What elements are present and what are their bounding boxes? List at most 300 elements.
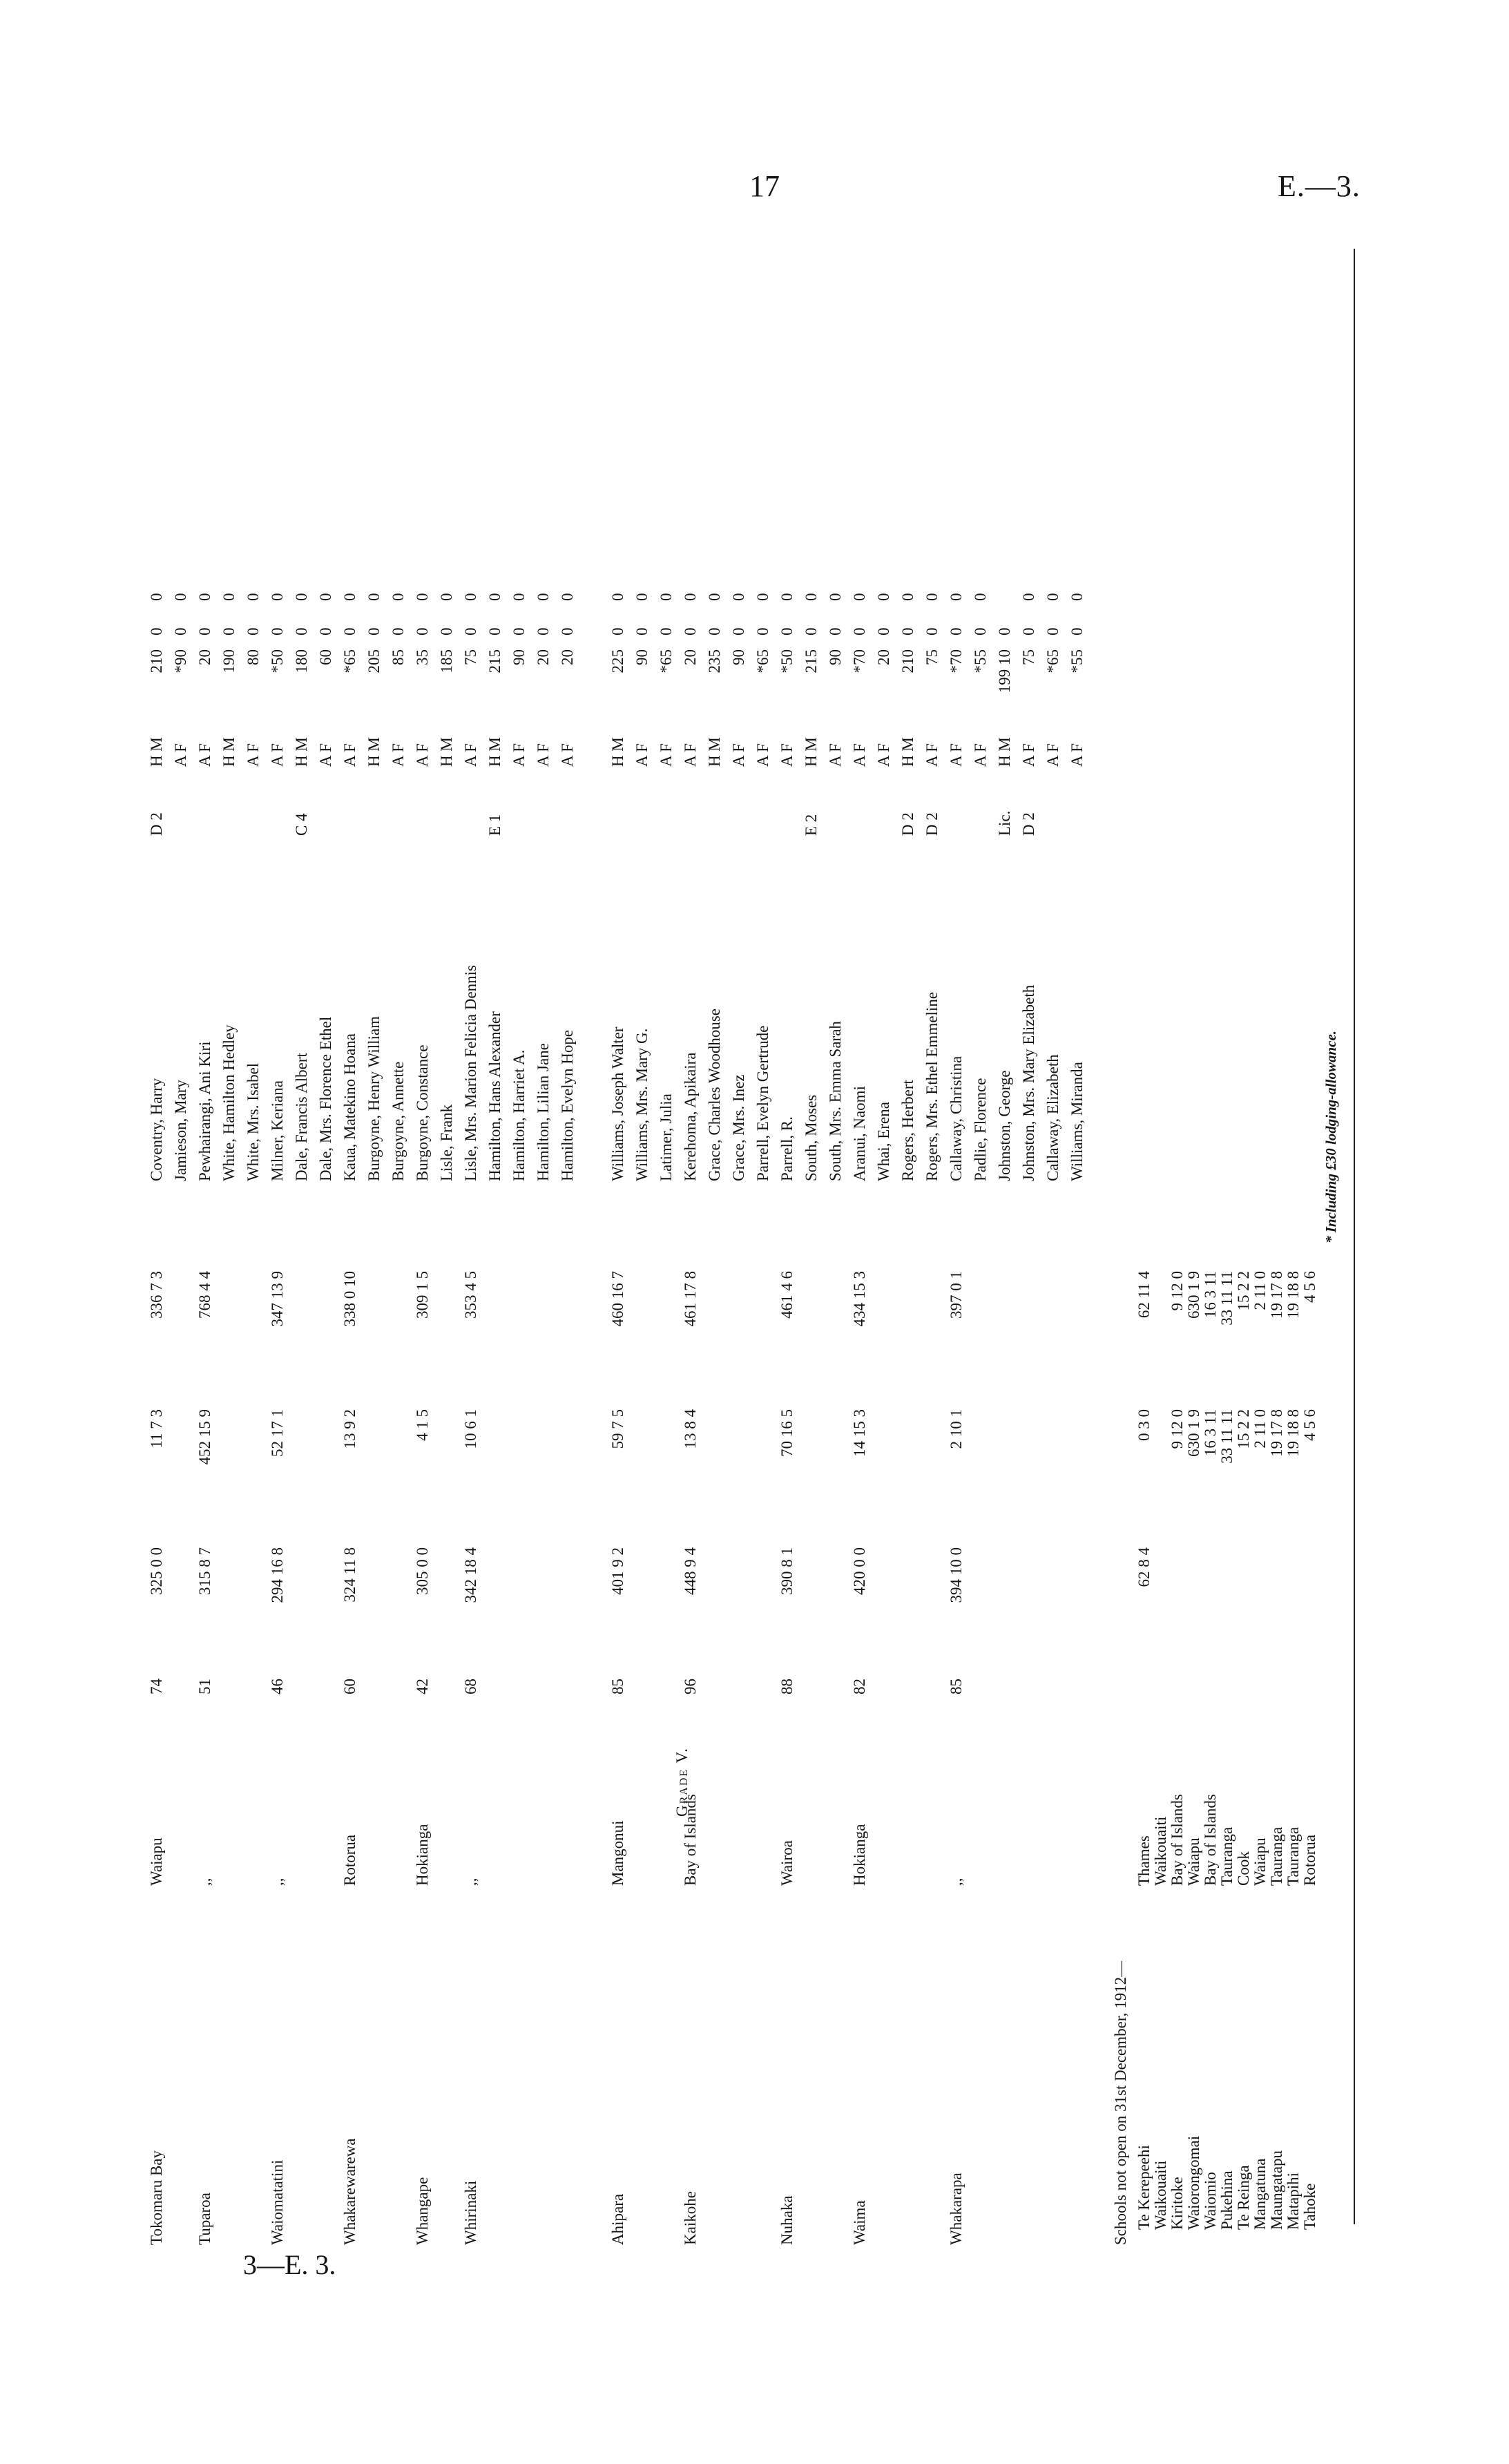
rate-shillings-cell: 0 [609,627,626,636]
position-cell: A F [172,743,189,767]
salaries-cell: 448 9 4 [682,1547,699,1595]
school-cell: Kaikohe [682,2191,699,2245]
closed-school-row [1202,242,1219,2245]
closed-school-row [1269,242,1285,2245]
teacher-name-cell: Milner, Keriana [269,1080,286,1181]
position-cell: H M [438,737,455,767]
teacher-name-cell: Johnston, George [996,1070,1013,1181]
school-cell: Matapihi [1285,2172,1302,2230]
rate-shillings-cell: 0 [559,627,576,636]
rate-pence-cell: 0 [148,593,165,601]
teacher-name-cell: Parrell, Evelyn Gertrude [754,1025,771,1181]
table-row [439,242,455,2245]
position-cell: H M [706,737,723,767]
county-cell: Bay of Islands [1169,1794,1186,1886]
rate-cell: 75 [923,649,941,665]
rate-pence-cell: 0 [706,593,723,601]
rate-pence-cell: 0 [972,593,989,601]
salaries-cell: 315 8 7 [196,1547,213,1595]
rate-shillings-cell: 0 [535,627,552,636]
table-row [779,242,796,2245]
rate-cell: *50 [778,649,796,674]
teacher-name-cell: Coventry, Harry [148,1078,165,1181]
teacher-name-cell: Grace, Mrs. Inez [730,1074,747,1181]
teacher-name-cell: Callaway, Elizabeth [1044,1054,1061,1181]
classification-cell: C 4 [293,813,310,836]
county-cell: Mangonui [609,1820,626,1886]
teacher-name-cell: Lisle, Frank [438,1104,455,1181]
total-cell: 461 4 6 [778,1271,796,1319]
incidentals-cell: 15 2 2 [1235,1409,1252,1449]
rate-shillings-cell: 0 [730,627,747,636]
rate-pence-cell: 0 [365,593,383,601]
rate-cell: *55 [972,649,989,674]
county-cell: Waiapu [1251,1837,1269,1886]
table-row [487,242,503,2245]
table-row [900,242,916,2245]
table-row [658,242,675,2245]
teacher-name-cell: Dale, Francis Albert [293,1053,310,1181]
attendance-cell: 85 [948,1679,965,1694]
rate-cell: 90 [730,649,747,665]
rate-shillings-cell: 0 [657,627,675,636]
position-cell: A F [633,743,651,767]
school-cell: Tahoke [1301,2183,1318,2230]
total-cell: 434 15 3 [851,1271,868,1327]
rate-shillings-cell: 0 [899,627,916,636]
incidentals-cell: 13 8 4 [682,1409,699,1449]
incidentals-cell: 59 7 5 [609,1409,626,1449]
school-cell: Mangatuna [1251,2158,1269,2230]
rate-pence-cell: 0 [730,593,747,601]
document-reference: E.—3. [1278,169,1361,203]
salaries-cell: 305 0 0 [414,1547,431,1595]
position-cell: A F [1020,743,1037,767]
classification-cell: E 2 [802,814,820,836]
closed-school-row [1219,242,1236,2245]
salaries-cell: 401 9 2 [609,1547,626,1595]
position-cell: A F [851,743,868,767]
rate-shillings-cell: 0 [172,627,189,636]
table-row [876,242,892,2245]
rate-pence-cell: 0 [341,593,358,601]
position-cell: A F [948,743,965,767]
county-cell: Waiapu [148,1837,165,1886]
classification-cell: D 2 [1020,812,1037,836]
position-cell: A F [510,743,528,767]
teacher-name-cell: Kerehoma, Apikaira [682,1052,699,1181]
school-cell: Maungatapu [1268,2150,1285,2230]
rate-pence-cell: 0 [1044,593,1061,601]
rate-pence-cell: 0 [778,593,796,601]
table-row [1069,242,1086,2245]
attendance-cell: 68 [462,1679,479,1694]
table-row [148,242,165,2245]
rate-pence-cell: 0 [535,593,552,601]
rate-shillings-cell: 0 [462,627,479,636]
rate-shillings-cell: 0 [486,627,503,636]
total-cell: 16 3 11 [1202,1271,1219,1319]
position-cell: A F [682,743,699,767]
position-cell: H M [899,737,916,767]
position-cell: H M [996,737,1013,767]
position-cell: A F [559,743,576,767]
closed-school-row [1186,242,1202,2245]
position-cell: A F [269,743,286,767]
table-row [390,242,407,2245]
teacher-name-cell: Padlie, Florence [972,1078,989,1181]
salaries-cell: 325 0 0 [148,1547,165,1595]
total-cell: 19 18 8 [1285,1271,1302,1319]
position-cell: A F [827,743,844,767]
position-cell: H M [148,737,165,767]
position-cell: H M [609,737,626,767]
county-cell: Hokianga [851,1824,868,1886]
rate-cell: 20 [875,649,892,665]
footer-reference: 3—E. 3. [243,2249,336,2280]
rate-shillings-cell: 0 [948,627,965,636]
rate-cell: 60 [317,649,334,665]
rate-pence-cell: 0 [196,593,213,601]
rate-pence-cell: 0 [633,593,651,601]
attendance-cell: 82 [851,1679,868,1694]
school-cell: Pukehina [1218,2170,1236,2230]
incidentals-cell: 11 7 3 [148,1409,165,1449]
position-cell: A F [730,743,747,767]
position-cell: A F [414,743,431,767]
incidentals-cell: 52 17 1 [269,1409,286,1457]
total-cell: 9 12 0 [1169,1271,1186,1311]
table-row [634,242,651,2245]
rate-pence-cell: 0 [414,593,431,601]
incidentals-cell: 33 11 11 [1218,1409,1236,1464]
rate-shillings-cell: 0 [851,627,868,636]
rate-cell: *65 [657,649,675,674]
teacher-name-cell: Burgoyne, Annette [390,1061,407,1181]
table-row [414,242,431,2245]
rate-shillings-cell: 0 [414,627,431,636]
rate-cell: 90 [827,649,844,665]
rate-shillings-cell: 0 [682,627,699,636]
school-cell: Waima [851,2200,868,2245]
closed-school-row [1169,242,1186,2245]
position-cell: A F [754,743,771,767]
rate-cell: 75 [1020,649,1037,665]
position-cell: A F [196,743,213,767]
incidentals-cell: 16 3 11 [1202,1409,1219,1457]
position-cell: A F [244,743,262,767]
classification-cell: Lic. [996,810,1013,836]
table-row [318,242,334,2245]
grade-heading: Grade V. [673,1747,691,1817]
rate-pence-cell: 0 [754,593,771,601]
county-cell: Tauranga [1285,1826,1302,1886]
table-row [511,242,528,2245]
county-cell: Waiapu [1185,1837,1202,1886]
rate-cell: *50 [269,649,286,674]
table-row [294,242,310,2245]
rate-cell: 205 [365,649,383,674]
rate-pence-cell: 0 [682,593,699,601]
rate-pence-cell: 0 [923,593,941,601]
salaries-cell: 390 8 1 [778,1547,796,1595]
attendance-cell: 74 [148,1679,165,1694]
school-cell: Waiomio [1202,2172,1219,2230]
position-cell: A F [390,743,407,767]
rate-shillings-cell: 0 [341,627,358,636]
school-cell: Kiritoke [1169,2177,1186,2230]
position-cell: A F [875,743,892,767]
table-row [173,242,189,2245]
rate-shillings-cell: 0 [996,627,1013,636]
rate-shillings-cell: 0 [244,627,262,636]
county-cell: Thames [1135,1835,1153,1886]
rate-cell: 210 [148,649,165,674]
county-cell: Waikouaiti [1152,1816,1169,1886]
teacher-name-cell: Burgoyne, Constance [414,1044,431,1181]
position-cell: H M [293,737,310,767]
rate-shillings-cell: 0 [148,627,165,636]
table-row [997,242,1013,2245]
table-row [197,242,213,2245]
teacher-name-cell: South, Mrs. Emma Sarah [827,1021,844,1181]
total-cell: 2 11 0 [1251,1271,1269,1310]
rate-shillings-cell: 0 [1068,627,1086,636]
position-cell: A F [317,743,334,767]
rate-pence-cell: 0 [875,593,892,601]
rate-cell: 20 [559,649,576,665]
teacher-name-cell: White, Mrs. Isabel [244,1062,262,1181]
table-row [731,242,747,2245]
total-cell: 4 5 6 [1301,1271,1318,1303]
position-cell: H M [220,737,238,767]
school-cell: Whakarapa [948,2172,965,2245]
table-row [221,242,238,2245]
rate-pence-cell: 0 [172,593,189,601]
rate-pence-cell: 0 [438,593,455,601]
county-cell: Hokianga [414,1824,431,1886]
position-cell: H M [486,737,503,767]
rate-pence-cell: 0 [269,593,286,601]
rate-cell: 80 [244,649,262,665]
attendance-cell: 42 [414,1679,431,1694]
classification-cell: E 1 [486,814,503,836]
table-row [463,242,479,2245]
table-row [1021,242,1037,2245]
county-cell: Cook [1235,1851,1252,1886]
county-cell: Tauranga [1268,1826,1285,1886]
rate-shillings-cell: 0 [1020,627,1037,636]
rate-shillings-cell: 0 [269,627,286,636]
incidentals-cell: 13 9 2 [341,1409,358,1449]
school-cell: Te Reinga [1235,2165,1252,2230]
rate-shillings-cell: 0 [875,627,892,636]
school-cell: Whangape [414,2177,431,2245]
rate-cell: 190 [220,649,238,674]
rate-cell: 215 [802,649,820,674]
rate-cell: *90 [172,649,189,674]
teacher-name-cell: Hamilton, Lilian Jane [535,1043,552,1181]
total-cell: 62 11 4 [1135,1271,1153,1319]
rate-cell: 90 [510,649,528,665]
table-row [803,242,820,2245]
rate-cell: 90 [633,649,651,665]
rate-shillings-cell: 0 [1044,627,1061,636]
rate-shillings-cell: 0 [972,627,989,636]
rate-pence-cell: 0 [293,593,310,601]
rate-pence-cell: 0 [1020,593,1037,601]
table-row [682,242,699,2245]
total-cell: 309 1 5 [414,1271,431,1319]
rate-shillings-cell: 0 [827,627,844,636]
rate-pence-cell: 0 [510,593,528,601]
teacher-name-cell: Rogers, Herbert [899,1080,916,1181]
rate-cell: 225 [609,649,626,674]
school-cell: Waiomatatini [269,2159,286,2245]
incidentals-cell: 9 12 0 [1169,1409,1186,1449]
teacher-name-cell: Aranui, Naomi [851,1086,868,1181]
table-row [245,242,262,2245]
school-cell: Whakarewarewa [341,2138,358,2245]
rate-shillings-cell: 0 [365,627,383,636]
teacher-name-cell: Pewhairangi, Ani Kiri [196,1041,213,1181]
rate-shillings-cell: 0 [220,627,238,636]
teacher-name-cell: Burgoyne, Henry William [365,1015,383,1181]
rate-pence-cell: 0 [657,593,675,601]
school-cell: Tokomaru Bay [148,2150,165,2245]
rate-cell: 35 [414,649,431,665]
county-cell: Rotorua [1301,1834,1318,1886]
rate-cell: 20 [196,649,213,665]
rate-pence-cell: 0 [244,593,262,601]
rate-cell: *65 [341,649,358,674]
incidentals-cell: 4 1 5 [414,1409,431,1441]
teacher-name-cell: Parrell, R. [778,1116,796,1181]
closed-school-row [1302,242,1318,2245]
rate-cell: *70 [851,649,868,674]
rate-shillings-cell: 0 [754,627,771,636]
county-cell: Tauranga [1218,1826,1236,1886]
salaries-cell: 294 16 8 [269,1547,286,1603]
position-cell: A F [1068,743,1086,767]
total-cell: 630 1 9 [1185,1271,1202,1319]
position-cell: A F [778,743,796,767]
incidentals-cell: 452 15 9 [196,1409,213,1465]
teacher-name-cell: Whai, Erena [875,1102,892,1181]
teacher-name-cell: Callaway, Christina [948,1056,965,1181]
total-cell: 460 16 7 [609,1271,626,1327]
incidentals-cell: 19 17 8 [1268,1409,1285,1457]
incidentals-cell: 630 1 9 [1185,1409,1202,1457]
rate-pence-cell: 0 [1068,593,1086,601]
rate-pence-cell: 0 [609,593,626,601]
rate-shillings-cell: 0 [706,627,723,636]
teacher-name-cell: Hamilton, Harriet A. [510,1049,528,1181]
county-cell: Rotorua [341,1834,358,1886]
footnote: * Including £30 lodging-allowance. [1323,1030,1339,1243]
rate-shillings-cell: 0 [390,627,407,636]
attendance-cell: 46 [269,1679,286,1694]
rotated-table [148,242,1364,2245]
table-row [707,242,723,2245]
rate-shillings-cell: 0 [633,627,651,636]
county-cell: ,, [269,1878,286,1886]
position-cell: A F [462,743,479,767]
rate-cell: 185 [438,649,455,674]
table-row [559,242,576,2245]
attendance-cell: 88 [778,1679,796,1694]
rate-pence-cell: 0 [851,593,868,601]
teacher-name-cell: Hamilton, Evelyn Hope [559,1029,576,1181]
rate-shillings-cell: 0 [510,627,528,636]
total-cell: 15 2 2 [1235,1271,1252,1311]
closed-school-row [1153,242,1169,2245]
position-cell: A F [341,743,358,767]
county-cell: ,, [948,1878,965,1886]
teacher-name-cell: Grace, Charles Woodhouse [706,1008,723,1181]
rate-cell: 20 [682,649,699,665]
attendance-cell: 60 [341,1679,358,1694]
incidentals-cell: 10 6 1 [462,1409,479,1449]
rate-shillings-cell: 0 [438,627,455,636]
rate-cell: 199 10 [996,649,1013,694]
position-cell: H M [802,737,820,767]
table-row [924,242,941,2245]
rate-pence-cell: 0 [948,593,965,601]
school-cell: Ahipara [609,2193,626,2245]
salaries-cell: 420 0 0 [851,1547,868,1595]
rate-shillings-cell: 0 [802,627,820,636]
page-number: 17 [749,169,780,203]
classification-cell: D 2 [148,812,165,836]
incidentals-cell: 0 3 0 [1135,1409,1153,1441]
table-row [535,242,552,2245]
rate-cell: *70 [948,649,965,674]
teacher-name-cell: Lisle, Mrs. Marion Felicia Dennis [462,964,479,1181]
table-row [1045,242,1061,2245]
teacher-name-cell: Johnston, Mrs. Mary Elizabeth [1020,984,1037,1181]
teacher-name-cell: Latimer, Julia [657,1093,675,1181]
position-cell: A F [657,743,675,767]
incidentals-cell: 14 15 3 [851,1409,868,1457]
table-row [948,242,965,2245]
rate-pence-cell: 0 [390,593,407,601]
closed-school-row [1285,242,1302,2245]
classification-cell: D 2 [923,812,941,836]
total-cell: 19 17 8 [1268,1271,1285,1319]
rate-cell: 180 [293,649,310,674]
rate-pence-cell: 0 [827,593,844,601]
rate-pence-cell: 0 [559,593,576,601]
classification-cell: D 2 [899,812,916,836]
teacher-name-cell: White, Hamilton Hedley [220,1024,238,1181]
teacher-name-cell: Williams, Miranda [1068,1062,1086,1181]
school-cell: Te Kerepeehi [1135,2145,1153,2230]
table-row [852,242,868,2245]
position-cell: H M [365,737,383,767]
school-cell: Nuhaka [778,2195,796,2245]
salaries-cell: 394 10 0 [948,1547,965,1603]
attendance-cell: 96 [682,1679,699,1694]
salaries-cell: 324 11 8 [341,1547,358,1603]
position-cell: A F [972,743,989,767]
rate-pence-cell: 0 [899,593,916,601]
position-cell: A F [1044,743,1061,767]
rate-cell: 85 [390,649,407,665]
closed-school-row [1236,242,1252,2245]
table-row [610,242,626,2245]
rate-pence-cell: 0 [220,593,238,601]
